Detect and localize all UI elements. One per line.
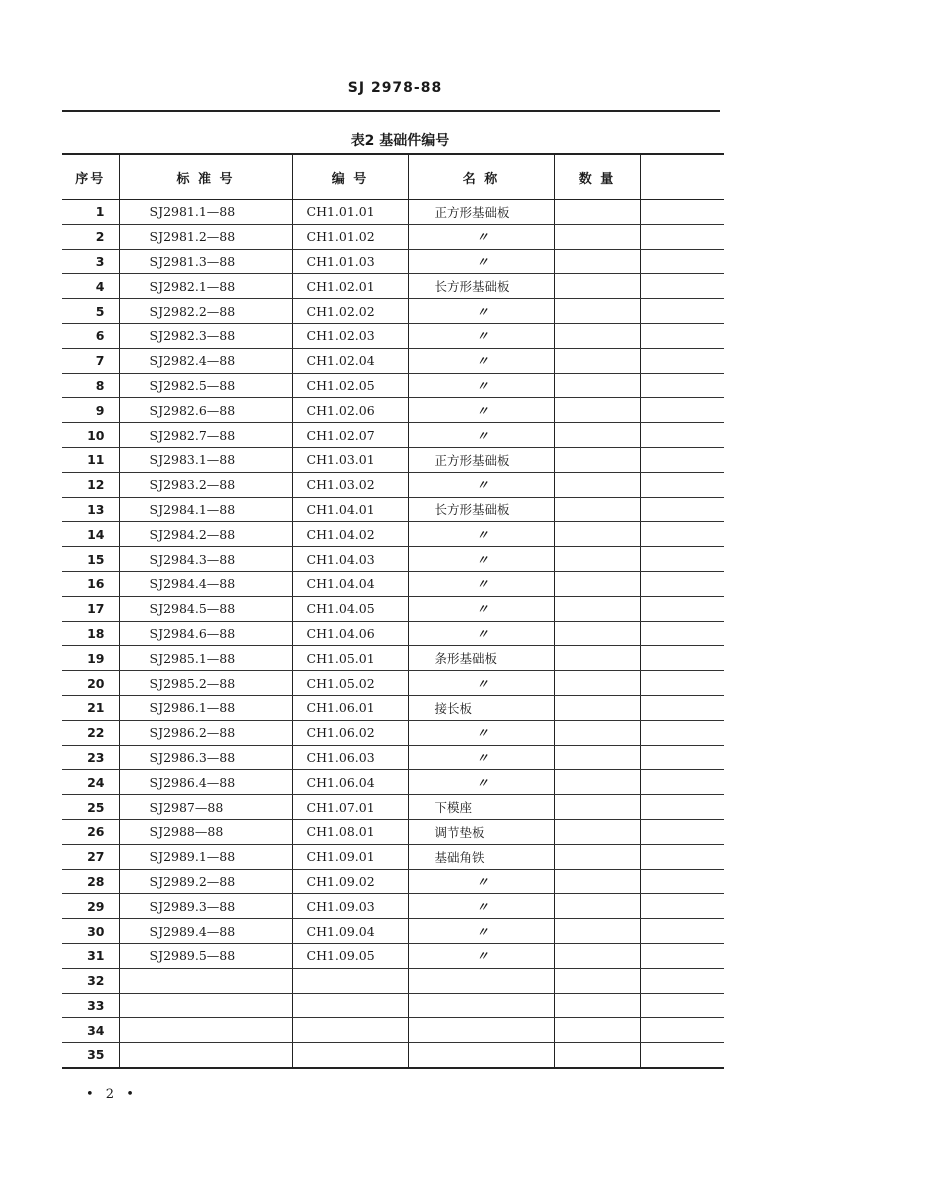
row-seq: 9: [62, 398, 119, 423]
row-blank: [640, 497, 724, 522]
row-seq: 35: [62, 1043, 119, 1068]
row-name: 〃: [408, 571, 554, 596]
row-name: 〃: [408, 522, 554, 547]
row-name: 〃: [408, 894, 554, 919]
row-standard-number: SJ2985.1—88: [119, 646, 292, 671]
row-blank: [640, 695, 724, 720]
row-code: CH1.02.04: [292, 348, 408, 373]
row-blank: [640, 299, 724, 324]
row-seq: 21: [62, 695, 119, 720]
row-quantity: [554, 224, 640, 249]
row-name: 正方形基础板: [408, 447, 554, 472]
row-quantity: [554, 373, 640, 398]
row-standard-number: SJ2985.2—88: [119, 671, 292, 696]
row-name: 接长板: [408, 695, 554, 720]
row-code: CH1.04.01: [292, 497, 408, 522]
row-standard-number: [119, 968, 292, 993]
row-standard-number: SJ2984.1—88: [119, 497, 292, 522]
row-name: 正方形基础板: [408, 200, 554, 225]
row-name: 〃: [408, 919, 554, 944]
row-blank: [640, 200, 724, 225]
row-seq: 6: [62, 323, 119, 348]
row-blank: [640, 869, 724, 894]
row-code: CH1.09.04: [292, 919, 408, 944]
row-code: [292, 993, 408, 1018]
page-number: • 2 •: [86, 1087, 138, 1102]
row-blank: [640, 968, 724, 993]
table-row: [62, 472, 724, 497]
row-standard-number: SJ2984.4—88: [119, 571, 292, 596]
row-standard-number: SJ2986.2—88: [119, 720, 292, 745]
row-blank: [640, 323, 724, 348]
row-standard-number: SJ2982.7—88: [119, 423, 292, 448]
row-seq: 14: [62, 522, 119, 547]
row-name: 〃: [408, 373, 554, 398]
row-quantity: [554, 323, 640, 348]
row-code: CH1.02.01: [292, 274, 408, 299]
row-standard-number: SJ2982.4—88: [119, 348, 292, 373]
row-blank: [640, 795, 724, 820]
row-name: 调节垫板: [408, 819, 554, 844]
standard-code: SJ 2978-88: [347, 80, 443, 96]
row-quantity: [554, 398, 640, 423]
row-name: 〃: [408, 943, 554, 968]
table-row: [62, 621, 724, 646]
table-row: [62, 1043, 724, 1068]
table-row: [62, 373, 724, 398]
row-seq: 4: [62, 274, 119, 299]
row-quantity: [554, 497, 640, 522]
row-quantity: [554, 770, 640, 795]
row-quantity: [554, 720, 640, 745]
row-blank: [640, 943, 724, 968]
table-row: [62, 398, 724, 423]
row-code: CH1.07.01: [292, 795, 408, 820]
row-blank: [640, 423, 724, 448]
table-row: [62, 274, 724, 299]
row-name: 〃: [408, 472, 554, 497]
row-blank: [640, 720, 724, 745]
row-code: CH1.03.02: [292, 472, 408, 497]
row-seq: 22: [62, 720, 119, 745]
row-quantity: [554, 968, 640, 993]
row-standard-number: SJ2989.2—88: [119, 869, 292, 894]
table-row: [62, 547, 724, 572]
row-name: [408, 1043, 554, 1068]
row-name: 〃: [408, 720, 554, 745]
row-blank: [640, 745, 724, 770]
row-standard-number: SJ2982.2—88: [119, 299, 292, 324]
table-row: [62, 919, 724, 944]
row-seq: 5: [62, 299, 119, 324]
table-row: [62, 770, 724, 795]
row-code: [292, 1018, 408, 1043]
row-quantity: [554, 671, 640, 696]
table-row: [62, 224, 724, 249]
row-blank: [640, 671, 724, 696]
row-standard-number: [119, 993, 292, 1018]
row-quantity: [554, 348, 640, 373]
row-blank: [640, 398, 724, 423]
row-seq: 23: [62, 745, 119, 770]
row-quantity: [554, 274, 640, 299]
table-row: [62, 200, 724, 225]
row-name: 〃: [408, 745, 554, 770]
row-quantity: [554, 894, 640, 919]
row-name: 条形基础板: [408, 646, 554, 671]
col-header-seq: 序号: [62, 154, 119, 200]
row-name: 长方形基础板: [408, 497, 554, 522]
table-row: [62, 522, 724, 547]
table-title: 表2 基础件编号: [350, 133, 450, 149]
row-seq: 8: [62, 373, 119, 398]
table-row: [62, 1018, 724, 1043]
row-standard-number: SJ2988—88: [119, 819, 292, 844]
table-body: [62, 200, 724, 1068]
table-row: [62, 844, 724, 869]
row-seq: 31: [62, 943, 119, 968]
row-name: 〃: [408, 249, 554, 274]
table-row: [62, 795, 724, 820]
row-seq: 1: [62, 200, 119, 225]
row-blank: [640, 1043, 724, 1068]
row-seq: 16: [62, 571, 119, 596]
table-row: [62, 819, 724, 844]
row-code: CH1.08.01: [292, 819, 408, 844]
row-code: CH1.04.04: [292, 571, 408, 596]
row-quantity: [554, 919, 640, 944]
table-row: [62, 943, 724, 968]
row-blank: [640, 547, 724, 572]
row-code: CH1.09.01: [292, 844, 408, 869]
row-name: 〃: [408, 398, 554, 423]
row-quantity: [554, 249, 640, 274]
row-standard-number: SJ2984.6—88: [119, 621, 292, 646]
row-blank: [640, 224, 724, 249]
table-row: [62, 745, 724, 770]
row-standard-number: [119, 1018, 292, 1043]
row-code: CH1.09.03: [292, 894, 408, 919]
row-code: CH1.02.06: [292, 398, 408, 423]
row-blank: [640, 472, 724, 497]
row-quantity: [554, 522, 640, 547]
row-name: 下模座: [408, 795, 554, 820]
table-row: [62, 348, 724, 373]
row-quantity: [554, 869, 640, 894]
table-row: [62, 497, 724, 522]
row-code: CH1.06.03: [292, 745, 408, 770]
table-row: [62, 423, 724, 448]
row-name: 〃: [408, 299, 554, 324]
row-code: CH1.06.01: [292, 695, 408, 720]
row-code: CH1.02.03: [292, 323, 408, 348]
row-code: CH1.04.06: [292, 621, 408, 646]
table-row: [62, 695, 724, 720]
row-code: CH1.04.03: [292, 547, 408, 572]
row-standard-number: SJ2983.2—88: [119, 472, 292, 497]
row-standard-number: SJ2981.2—88: [119, 224, 292, 249]
row-seq: 15: [62, 547, 119, 572]
row-code: CH1.01.01: [292, 200, 408, 225]
table-row: [62, 249, 724, 274]
row-code: CH1.06.04: [292, 770, 408, 795]
table-row: [62, 299, 724, 324]
row-standard-number: SJ2984.2—88: [119, 522, 292, 547]
row-quantity: [554, 547, 640, 572]
row-name: 〃: [408, 224, 554, 249]
row-standard-number: SJ2982.5—88: [119, 373, 292, 398]
row-quantity: [554, 993, 640, 1018]
row-standard-number: [119, 1043, 292, 1068]
table-row: [62, 323, 724, 348]
row-seq: 10: [62, 423, 119, 448]
row-standard-number: SJ2986.1—88: [119, 695, 292, 720]
row-code: CH1.03.01: [292, 447, 408, 472]
row-code: CH1.05.02: [292, 671, 408, 696]
row-blank: [640, 919, 724, 944]
row-seq: 24: [62, 770, 119, 795]
row-blank: [640, 621, 724, 646]
table-row: [62, 571, 724, 596]
row-quantity: [554, 571, 640, 596]
row-quantity: [554, 596, 640, 621]
col-header-name: 名 称: [408, 154, 554, 200]
row-standard-number: SJ2982.6—88: [119, 398, 292, 423]
row-seq: 28: [62, 869, 119, 894]
row-seq: 34: [62, 1018, 119, 1043]
row-blank: [640, 596, 724, 621]
row-blank: [640, 373, 724, 398]
row-quantity: [554, 819, 640, 844]
row-standard-number: SJ2989.1—88: [119, 844, 292, 869]
table-row: [62, 447, 724, 472]
row-seq: 13: [62, 497, 119, 522]
row-name: 〃: [408, 596, 554, 621]
row-blank: [640, 819, 724, 844]
row-seq: 27: [62, 844, 119, 869]
row-name: 〃: [408, 323, 554, 348]
row-seq: 2: [62, 224, 119, 249]
row-seq: 25: [62, 795, 119, 820]
table-row: [62, 596, 724, 621]
row-seq: 19: [62, 646, 119, 671]
table-row: [62, 720, 724, 745]
row-standard-number: SJ2986.3—88: [119, 745, 292, 770]
row-quantity: [554, 695, 640, 720]
table-row: [62, 968, 724, 993]
row-name: [408, 1018, 554, 1043]
row-standard-number: SJ2986.4—88: [119, 770, 292, 795]
row-code: CH1.06.02: [292, 720, 408, 745]
row-seq: 3: [62, 249, 119, 274]
row-standard-number: SJ2984.5—88: [119, 596, 292, 621]
row-seq: 18: [62, 621, 119, 646]
table-row: [62, 646, 724, 671]
row-blank: [640, 646, 724, 671]
row-standard-number: SJ2984.3—88: [119, 547, 292, 572]
row-name: 基础角铁: [408, 844, 554, 869]
row-quantity: [554, 423, 640, 448]
row-blank: [640, 993, 724, 1018]
row-seq: 32: [62, 968, 119, 993]
row-quantity: [554, 646, 640, 671]
row-code: CH1.05.01: [292, 646, 408, 671]
table-row: [62, 671, 724, 696]
row-name: 长方形基础板: [408, 274, 554, 299]
row-standard-number: SJ2982.3—88: [119, 323, 292, 348]
row-code: CH1.01.02: [292, 224, 408, 249]
row-blank: [640, 894, 724, 919]
row-name: 〃: [408, 621, 554, 646]
row-standard-number: SJ2981.3—88: [119, 249, 292, 274]
row-quantity: [554, 200, 640, 225]
row-code: CH1.04.02: [292, 522, 408, 547]
row-seq: 7: [62, 348, 119, 373]
row-seq: 33: [62, 993, 119, 1018]
row-code: CH1.04.05: [292, 596, 408, 621]
row-quantity: [554, 1043, 640, 1068]
row-quantity: [554, 795, 640, 820]
row-blank: [640, 447, 724, 472]
row-name: 〃: [408, 770, 554, 795]
row-name: 〃: [408, 547, 554, 572]
row-blank: [640, 348, 724, 373]
col-header-quantity: 数 量: [554, 154, 640, 200]
row-code: CH1.02.05: [292, 373, 408, 398]
row-code: CH1.09.02: [292, 869, 408, 894]
component-number-table: [62, 153, 724, 1069]
row-name: [408, 993, 554, 1018]
row-standard-number: SJ2989.4—88: [119, 919, 292, 944]
table-row: [62, 993, 724, 1018]
row-standard-number: SJ2983.1—88: [119, 447, 292, 472]
row-code: CH1.02.07: [292, 423, 408, 448]
row-seq: 30: [62, 919, 119, 944]
row-code: CH1.09.05: [292, 943, 408, 968]
row-code: [292, 1043, 408, 1068]
row-quantity: [554, 472, 640, 497]
row-blank: [640, 249, 724, 274]
row-seq: 11: [62, 447, 119, 472]
row-blank: [640, 844, 724, 869]
row-quantity: [554, 447, 640, 472]
row-name: [408, 968, 554, 993]
table-header-row: [62, 154, 724, 200]
row-standard-number: SJ2989.5—88: [119, 943, 292, 968]
row-quantity: [554, 1018, 640, 1043]
row-name: 〃: [408, 348, 554, 373]
col-header-standard: 标 准 号: [119, 154, 292, 200]
row-name: 〃: [408, 869, 554, 894]
table-row: [62, 894, 724, 919]
row-seq: 26: [62, 819, 119, 844]
row-quantity: [554, 621, 640, 646]
col-header-code: 编 号: [292, 154, 408, 200]
row-quantity: [554, 745, 640, 770]
row-quantity: [554, 844, 640, 869]
row-standard-number: SJ2987—88: [119, 795, 292, 820]
row-blank: [640, 770, 724, 795]
row-name: 〃: [408, 671, 554, 696]
row-blank: [640, 522, 724, 547]
row-standard-number: SJ2981.1—88: [119, 200, 292, 225]
row-code: CH1.01.03: [292, 249, 408, 274]
table-row: [62, 869, 724, 894]
row-seq: 20: [62, 671, 119, 696]
row-standard-number: SJ2982.1—88: [119, 274, 292, 299]
row-blank: [640, 1018, 724, 1043]
row-quantity: [554, 299, 640, 324]
col-header-blank: [640, 154, 724, 200]
row-name: 〃: [408, 423, 554, 448]
row-quantity: [554, 943, 640, 968]
row-blank: [640, 571, 724, 596]
row-seq: 17: [62, 596, 119, 621]
header-rule: [62, 110, 720, 112]
row-seq: 29: [62, 894, 119, 919]
row-code: [292, 968, 408, 993]
row-blank: [640, 274, 724, 299]
row-standard-number: SJ2989.3—88: [119, 894, 292, 919]
row-seq: 12: [62, 472, 119, 497]
row-code: CH1.02.02: [292, 299, 408, 324]
